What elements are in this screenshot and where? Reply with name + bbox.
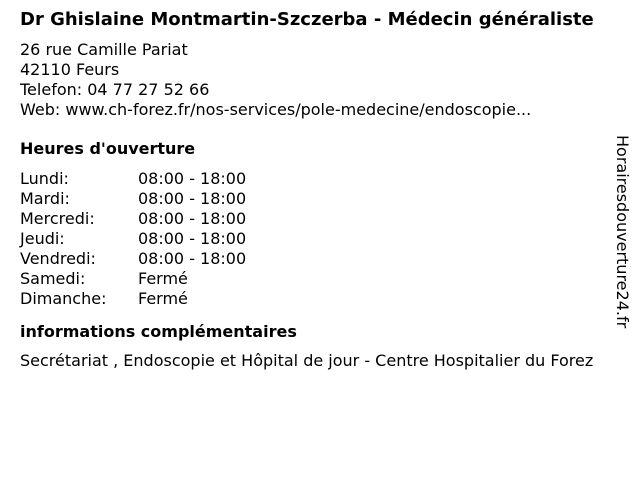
hours-row <box>20 169 605 189</box>
website-link[interactable]: Web: www.ch-forez.fr/nos-services/pole-medecine/endoscopie... <box>20 100 532 119</box>
hours-time: 08:00 - 18:00 <box>138 189 247 208</box>
hours-heading: Heures d'ouverture <box>20 139 196 158</box>
address-street: 26 rue Camille Pariat <box>20 40 188 59</box>
info-heading: informations complémentaires <box>20 322 297 341</box>
hours-day: Samedi: <box>20 269 86 288</box>
info-text: Secrétariat , Endoscopie et Hôpital de jour - Centre Hospitalier du Forez <box>20 351 594 370</box>
hours-day: Vendredi: <box>20 249 96 268</box>
site-watermark: Horairesdouverture24.fr <box>613 135 632 329</box>
hours-day: Mardi: <box>20 189 70 208</box>
page-title: Dr Ghislaine Montmartin-Szczerba - Médecin généraliste <box>20 9 594 30</box>
hours-day: Dimanche: <box>20 289 107 308</box>
hours-day: Lundi: <box>20 169 69 188</box>
hours-day: Jeudi: <box>20 229 65 248</box>
main-content <box>20 9 605 371</box>
opening-hours-table <box>20 169 605 309</box>
hours-time: Fermé <box>138 269 188 288</box>
address-block <box>20 40 605 120</box>
hours-row <box>20 229 605 249</box>
hours-time: 08:00 - 18:00 <box>138 169 247 188</box>
hours-time: 08:00 - 18:00 <box>138 229 247 248</box>
hours-time: 08:00 - 18:00 <box>138 249 247 268</box>
hours-time: Fermé <box>138 289 188 308</box>
hours-row <box>20 249 605 269</box>
hours-row <box>20 289 605 309</box>
hours-row <box>20 209 605 229</box>
hours-time: 08:00 - 18:00 <box>138 209 247 228</box>
phone-number: Telefon: 04 77 27 52 66 <box>20 80 210 99</box>
address-city: 42110 Feurs <box>20 60 120 79</box>
hours-day: Mercredi: <box>20 209 95 228</box>
hours-row <box>20 269 605 289</box>
hours-row <box>20 189 605 209</box>
